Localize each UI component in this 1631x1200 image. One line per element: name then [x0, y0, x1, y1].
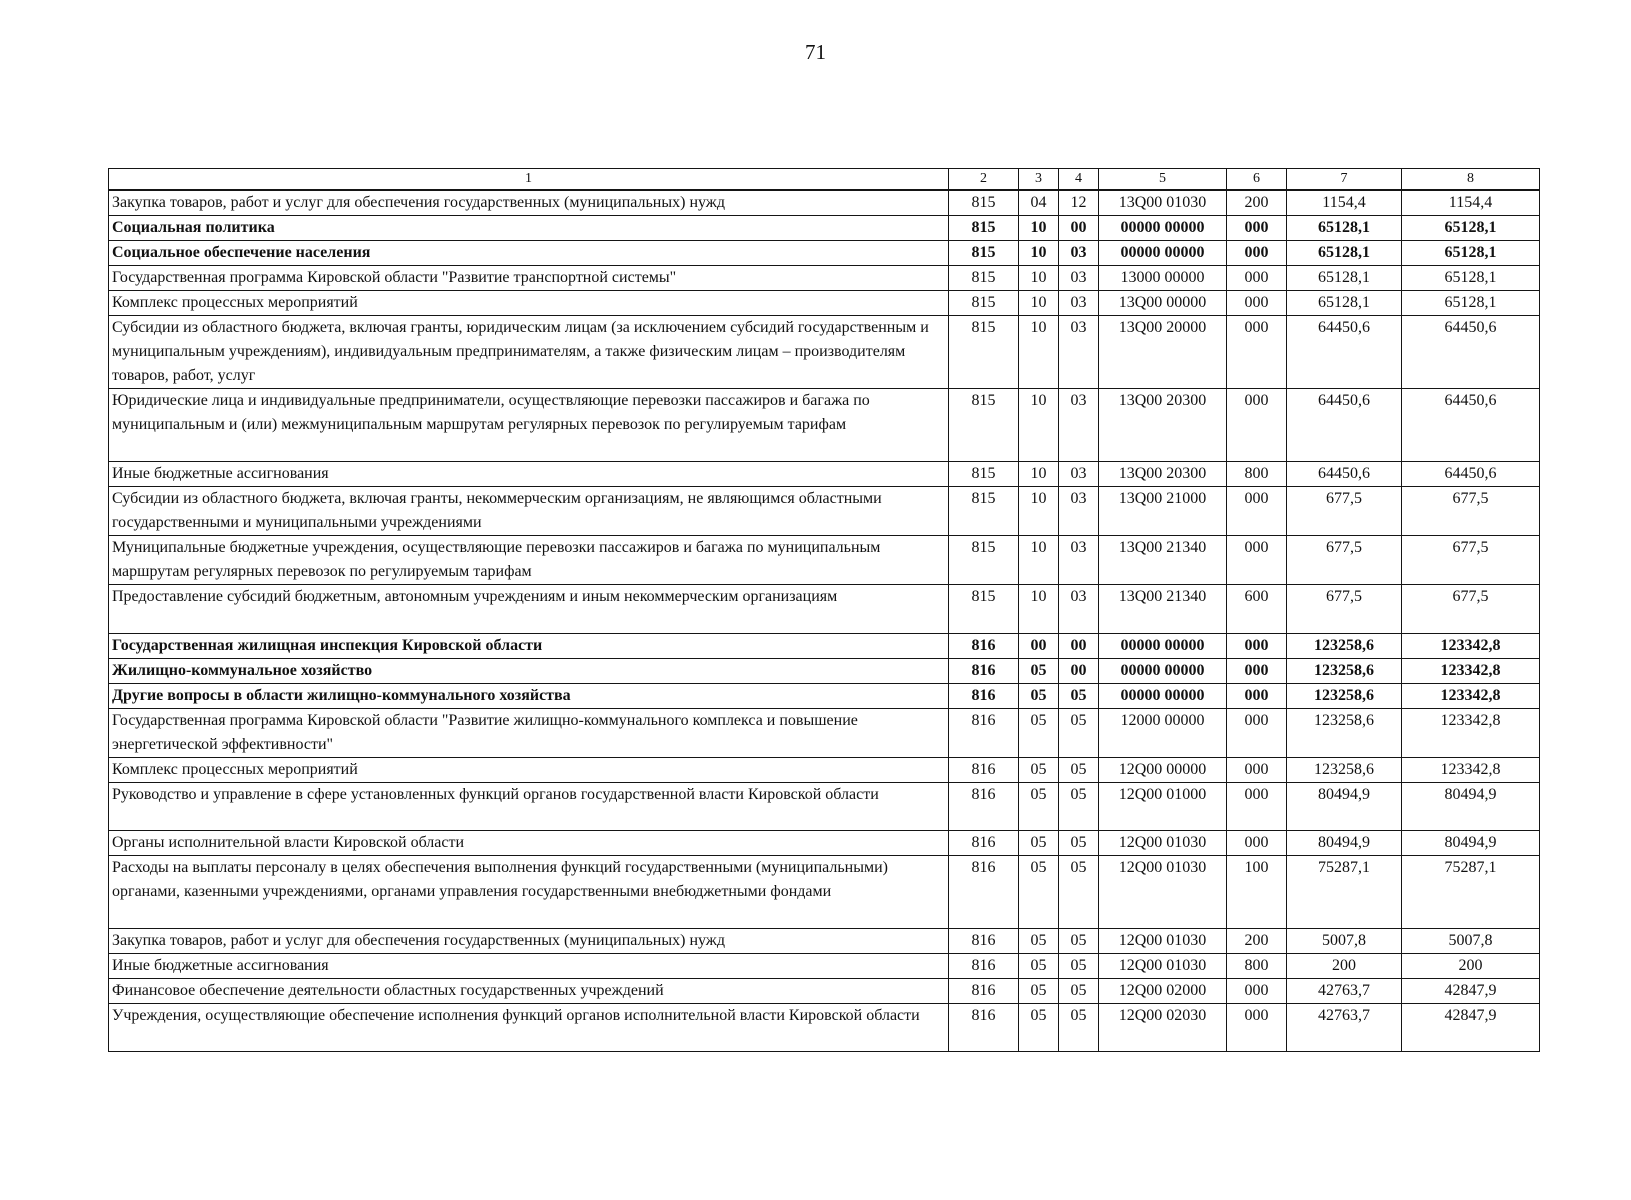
table-row — [109, 831, 1540, 856]
row-name-cell: Комплекс процессных мероприятий — [109, 758, 949, 783]
row-code-cell: 815 — [949, 536, 1019, 585]
row-target-article-cell: 13Q00 01030 — [1099, 190, 1227, 216]
row-name-cell: Органы исполнительной власти Кировской области — [109, 831, 949, 856]
row-amount-col7-cell: 123258,6 — [1287, 659, 1402, 684]
table-row — [109, 634, 1540, 659]
row-amount-col7-cell: 64450,6 — [1287, 316, 1402, 389]
table-row — [109, 684, 1540, 709]
row-amount-col7-cell: 42763,7 — [1287, 979, 1402, 1004]
row-amount-col8-cell: 42847,9 — [1402, 979, 1540, 1004]
row-subsection-cell: 03 — [1059, 462, 1099, 487]
row-target-article-cell: 12Q00 02000 — [1099, 979, 1227, 1004]
row-amount-col8-cell: 5007,8 — [1402, 929, 1540, 954]
header-col-7: 7 — [1287, 169, 1402, 191]
row-target-article-cell: 13Q00 21340 — [1099, 585, 1227, 634]
row-expense-type-cell: 200 — [1227, 929, 1287, 954]
table-row — [109, 216, 1540, 241]
row-amount-col8-cell: 64450,6 — [1402, 462, 1540, 487]
row-amount-col7-cell: 65128,1 — [1287, 291, 1402, 316]
row-subsection-cell: 05 — [1059, 684, 1099, 709]
table-header-row — [109, 169, 1540, 191]
row-target-article-cell: 12Q00 01030 — [1099, 831, 1227, 856]
row-amount-col7-cell: 123258,6 — [1287, 634, 1402, 659]
row-section-cell: 05 — [1019, 783, 1059, 831]
table-row — [109, 487, 1540, 536]
row-amount-col7-cell: 64450,6 — [1287, 389, 1402, 462]
row-code-cell: 816 — [949, 1004, 1019, 1052]
budget-table — [108, 168, 1540, 1052]
row-section-cell: 05 — [1019, 979, 1059, 1004]
table-row — [109, 709, 1540, 758]
row-target-article-cell: 00000 00000 — [1099, 216, 1227, 241]
table-row — [109, 929, 1540, 954]
page-number: 71 — [805, 40, 826, 64]
row-amount-col8-cell: 200 — [1402, 954, 1540, 979]
row-amount-col7-cell: 677,5 — [1287, 487, 1402, 536]
row-subsection-cell: 03 — [1059, 316, 1099, 389]
header-col-8: 8 — [1402, 169, 1540, 191]
table-row — [109, 291, 1540, 316]
row-amount-col7-cell: 65128,1 — [1287, 216, 1402, 241]
row-name-cell: Муниципальные бюджетные учреждения, осуществляющие перевозки пассажиров и багажа по муниципальным маршрутам регулярных перевозок по регулируемым тарифам — [109, 536, 949, 585]
row-amount-col7-cell: 123258,6 — [1287, 758, 1402, 783]
row-section-cell: 05 — [1019, 954, 1059, 979]
row-expense-type-cell: 000 — [1227, 634, 1287, 659]
row-expense-type-cell: 000 — [1227, 684, 1287, 709]
row-amount-col7-cell: 75287,1 — [1287, 856, 1402, 929]
row-code-cell: 816 — [949, 783, 1019, 831]
row-amount-col8-cell: 677,5 — [1402, 487, 1540, 536]
row-name-cell: Субсидии из областного бюджета, включая гранты, некоммерческим организациям, не являющимся областными государственными и муниципальными учреждениями — [109, 487, 949, 536]
table-row — [109, 389, 1540, 462]
budget-table-container — [108, 168, 1540, 1052]
row-expense-type-cell: 100 — [1227, 856, 1287, 929]
header-col-4: 4 — [1059, 169, 1099, 191]
row-amount-col8-cell: 42847,9 — [1402, 1004, 1540, 1052]
row-subsection-cell: 12 — [1059, 190, 1099, 216]
row-section-cell: 10 — [1019, 316, 1059, 389]
row-section-cell: 05 — [1019, 684, 1059, 709]
row-target-article-cell: 13000 00000 — [1099, 266, 1227, 291]
row-code-cell: 816 — [949, 758, 1019, 783]
row-expense-type-cell: 000 — [1227, 216, 1287, 241]
row-amount-col7-cell: 80494,9 — [1287, 783, 1402, 831]
row-target-article-cell: 00000 00000 — [1099, 659, 1227, 684]
row-amount-col7-cell: 200 — [1287, 954, 1402, 979]
row-expense-type-cell: 200 — [1227, 190, 1287, 216]
row-amount-col7-cell: 42763,7 — [1287, 1004, 1402, 1052]
row-name-cell: Предоставление субсидий бюджетным, автономным учреждениям и иным некоммерческим организациям — [109, 585, 949, 634]
row-target-article-cell: 13Q00 21340 — [1099, 536, 1227, 585]
row-expense-type-cell: 000 — [1227, 266, 1287, 291]
row-section-cell: 10 — [1019, 585, 1059, 634]
row-code-cell: 815 — [949, 241, 1019, 266]
row-code-cell: 815 — [949, 291, 1019, 316]
row-amount-col8-cell: 123342,8 — [1402, 684, 1540, 709]
table-row — [109, 1004, 1540, 1052]
row-amount-col7-cell: 5007,8 — [1287, 929, 1402, 954]
table-row — [109, 659, 1540, 684]
header-col-2: 2 — [949, 169, 1019, 191]
row-amount-col8-cell: 65128,1 — [1402, 266, 1540, 291]
row-name-cell: Закупка товаров, работ и услуг для обеспечения государственных (муниципальных) нужд — [109, 929, 949, 954]
row-target-article-cell: 12Q00 01030 — [1099, 954, 1227, 979]
row-name-cell: Финансовое обеспечение деятельности областных государственных учреждений — [109, 979, 949, 1004]
row-amount-col8-cell: 123342,8 — [1402, 634, 1540, 659]
row-code-cell: 816 — [949, 856, 1019, 929]
row-target-article-cell: 13Q00 00000 — [1099, 291, 1227, 316]
row-section-cell: 05 — [1019, 659, 1059, 684]
row-name-cell: Комплекс процессных мероприятий — [109, 291, 949, 316]
table-row — [109, 536, 1540, 585]
row-expense-type-cell: 000 — [1227, 536, 1287, 585]
row-subsection-cell: 05 — [1059, 1004, 1099, 1052]
header-col-6: 6 — [1227, 169, 1287, 191]
row-expense-type-cell: 000 — [1227, 831, 1287, 856]
table-row — [109, 979, 1540, 1004]
row-target-article-cell: 12Q00 01000 — [1099, 783, 1227, 831]
row-code-cell: 816 — [949, 831, 1019, 856]
row-expense-type-cell: 000 — [1227, 1004, 1287, 1052]
row-subsection-cell: 05 — [1059, 783, 1099, 831]
row-code-cell: 815 — [949, 216, 1019, 241]
row-name-cell: Другие вопросы в области жилищно-коммунального хозяйства — [109, 684, 949, 709]
row-amount-col7-cell: 64450,6 — [1287, 462, 1402, 487]
row-code-cell: 815 — [949, 487, 1019, 536]
row-amount-col7-cell: 677,5 — [1287, 585, 1402, 634]
row-section-cell: 10 — [1019, 462, 1059, 487]
row-section-cell: 05 — [1019, 758, 1059, 783]
table-row — [109, 856, 1540, 929]
row-target-article-cell: 12000 00000 — [1099, 709, 1227, 758]
row-expense-type-cell: 000 — [1227, 487, 1287, 536]
row-section-cell: 10 — [1019, 291, 1059, 316]
header-col-3: 3 — [1019, 169, 1059, 191]
row-target-article-cell: 12Q00 02030 — [1099, 1004, 1227, 1052]
row-section-cell: 10 — [1019, 487, 1059, 536]
row-subsection-cell: 00 — [1059, 634, 1099, 659]
row-target-article-cell: 00000 00000 — [1099, 241, 1227, 266]
table-row — [109, 190, 1540, 216]
row-expense-type-cell: 000 — [1227, 389, 1287, 462]
row-code-cell: 815 — [949, 389, 1019, 462]
row-code-cell: 816 — [949, 929, 1019, 954]
row-subsection-cell: 03 — [1059, 585, 1099, 634]
row-expense-type-cell: 000 — [1227, 659, 1287, 684]
row-subsection-cell: 03 — [1059, 389, 1099, 462]
row-subsection-cell: 03 — [1059, 266, 1099, 291]
row-expense-type-cell: 800 — [1227, 462, 1287, 487]
row-subsection-cell: 05 — [1059, 979, 1099, 1004]
row-amount-col8-cell: 65128,1 — [1402, 241, 1540, 266]
row-amount-col7-cell: 123258,6 — [1287, 684, 1402, 709]
row-amount-col8-cell: 677,5 — [1402, 585, 1540, 634]
row-code-cell: 816 — [949, 634, 1019, 659]
row-target-article-cell: 12Q00 01030 — [1099, 856, 1227, 929]
row-section-cell: 10 — [1019, 241, 1059, 266]
table-row — [109, 758, 1540, 783]
row-amount-col8-cell: 64450,6 — [1402, 389, 1540, 462]
row-name-cell: Иные бюджетные ассигнования — [109, 462, 949, 487]
row-amount-col7-cell: 80494,9 — [1287, 831, 1402, 856]
row-target-article-cell: 13Q00 21000 — [1099, 487, 1227, 536]
row-amount-col7-cell: 677,5 — [1287, 536, 1402, 585]
row-name-cell: Государственная жилищная инспекция Кировской области — [109, 634, 949, 659]
row-name-cell: Жилищно-коммунальное хозяйство — [109, 659, 949, 684]
row-expense-type-cell: 000 — [1227, 241, 1287, 266]
row-amount-col8-cell: 123342,8 — [1402, 758, 1540, 783]
row-code-cell: 815 — [949, 266, 1019, 291]
row-subsection-cell: 05 — [1059, 709, 1099, 758]
row-code-cell: 815 — [949, 190, 1019, 216]
row-amount-col8-cell: 75287,1 — [1402, 856, 1540, 929]
row-name-cell: Государственная программа Кировской области "Развитие жилищно-коммунального комплекса и повышение энергетической эффективности" — [109, 709, 949, 758]
row-section-cell: 05 — [1019, 709, 1059, 758]
row-section-cell: 05 — [1019, 831, 1059, 856]
row-expense-type-cell: 000 — [1227, 709, 1287, 758]
table-row — [109, 783, 1540, 831]
row-amount-col8-cell: 65128,1 — [1402, 291, 1540, 316]
row-subsection-cell: 05 — [1059, 954, 1099, 979]
row-name-cell: Социальное обеспечение населения — [109, 241, 949, 266]
row-subsection-cell: 03 — [1059, 291, 1099, 316]
row-amount-col8-cell: 123342,8 — [1402, 659, 1540, 684]
table-row — [109, 954, 1540, 979]
row-subsection-cell: 05 — [1059, 856, 1099, 929]
row-code-cell: 816 — [949, 954, 1019, 979]
row-target-article-cell: 00000 00000 — [1099, 634, 1227, 659]
row-code-cell: 815 — [949, 585, 1019, 634]
row-name-cell: Юридические лица и индивидуальные предприниматели, осуществляющие перевозки пассажиров и багажа по муниципальным и (или) межмуниципальным маршрутам регулярных перевозок по регулируемым тарифам — [109, 389, 949, 462]
row-subsection-cell: 03 — [1059, 241, 1099, 266]
row-code-cell: 816 — [949, 979, 1019, 1004]
row-expense-type-cell: 000 — [1227, 783, 1287, 831]
row-code-cell: 815 — [949, 316, 1019, 389]
table-row — [109, 462, 1540, 487]
row-code-cell: 816 — [949, 709, 1019, 758]
row-amount-col7-cell: 1154,4 — [1287, 190, 1402, 216]
row-target-article-cell: 00000 00000 — [1099, 684, 1227, 709]
row-subsection-cell: 03 — [1059, 536, 1099, 585]
row-name-cell: Руководство и управление в сфере установленных функций органов государственной власти Кировской области — [109, 783, 949, 831]
header-col-1: 1 — [109, 169, 949, 191]
row-target-article-cell: 12Q00 01030 — [1099, 929, 1227, 954]
row-expense-type-cell: 800 — [1227, 954, 1287, 979]
row-subsection-cell: 00 — [1059, 659, 1099, 684]
row-code-cell: 816 — [949, 684, 1019, 709]
row-expense-type-cell: 000 — [1227, 979, 1287, 1004]
table-row — [109, 316, 1540, 389]
row-amount-col8-cell: 64450,6 — [1402, 316, 1540, 389]
row-amount-col7-cell: 65128,1 — [1287, 241, 1402, 266]
row-amount-col7-cell: 123258,6 — [1287, 709, 1402, 758]
row-code-cell: 815 — [949, 462, 1019, 487]
table-row — [109, 266, 1540, 291]
row-name-cell: Учреждения, осуществляющие обеспечение исполнения функций органов исполнительной власти Кировской области — [109, 1004, 949, 1052]
row-amount-col8-cell: 80494,9 — [1402, 783, 1540, 831]
row-target-article-cell: 13Q00 20000 — [1099, 316, 1227, 389]
row-section-cell: 05 — [1019, 929, 1059, 954]
row-code-cell: 816 — [949, 659, 1019, 684]
row-subsection-cell: 03 — [1059, 487, 1099, 536]
row-name-cell: Государственная программа Кировской области "Развитие транспортной системы" — [109, 266, 949, 291]
row-section-cell: 04 — [1019, 190, 1059, 216]
row-section-cell: 05 — [1019, 1004, 1059, 1052]
row-section-cell: 10 — [1019, 216, 1059, 241]
table-row — [109, 241, 1540, 266]
row-name-cell: Субсидии из областного бюджета, включая гранты, юридическим лицам (за исключением субсидий государственным и муниципальным учреждениям), индивидуальным предпринимателям, а также физическим лицам – производителям товаров, работ, услуг — [109, 316, 949, 389]
row-section-cell: 10 — [1019, 389, 1059, 462]
row-section-cell: 10 — [1019, 536, 1059, 585]
row-amount-col8-cell: 1154,4 — [1402, 190, 1540, 216]
row-target-article-cell: 13Q00 20300 — [1099, 462, 1227, 487]
row-subsection-cell: 05 — [1059, 758, 1099, 783]
row-name-cell: Иные бюджетные ассигнования — [109, 954, 949, 979]
row-expense-type-cell: 000 — [1227, 291, 1287, 316]
row-section-cell: 05 — [1019, 856, 1059, 929]
row-expense-type-cell: 000 — [1227, 316, 1287, 389]
row-expense-type-cell: 600 — [1227, 585, 1287, 634]
row-section-cell: 10 — [1019, 266, 1059, 291]
row-subsection-cell: 05 — [1059, 831, 1099, 856]
row-name-cell: Расходы на выплаты персоналу в целях обеспечения выполнения функций государственными (муниципальными) органами, казенными учреждениями, органами управления государственными внебюджетными фондами — [109, 856, 949, 929]
row-amount-col8-cell: 80494,9 — [1402, 831, 1540, 856]
row-amount-col7-cell: 65128,1 — [1287, 266, 1402, 291]
header-col-5: 5 — [1099, 169, 1227, 191]
row-name-cell: Закупка товаров, работ и услуг для обеспечения государственных (муниципальных) нужд — [109, 190, 949, 216]
row-amount-col8-cell: 123342,8 — [1402, 709, 1540, 758]
row-subsection-cell: 00 — [1059, 216, 1099, 241]
row-target-article-cell: 13Q00 20300 — [1099, 389, 1227, 462]
row-amount-col8-cell: 677,5 — [1402, 536, 1540, 585]
row-section-cell: 00 — [1019, 634, 1059, 659]
row-amount-col8-cell: 65128,1 — [1402, 216, 1540, 241]
row-expense-type-cell: 000 — [1227, 758, 1287, 783]
row-name-cell: Социальная политика — [109, 216, 949, 241]
row-subsection-cell: 05 — [1059, 929, 1099, 954]
table-row — [109, 585, 1540, 634]
row-target-article-cell: 12Q00 00000 — [1099, 758, 1227, 783]
